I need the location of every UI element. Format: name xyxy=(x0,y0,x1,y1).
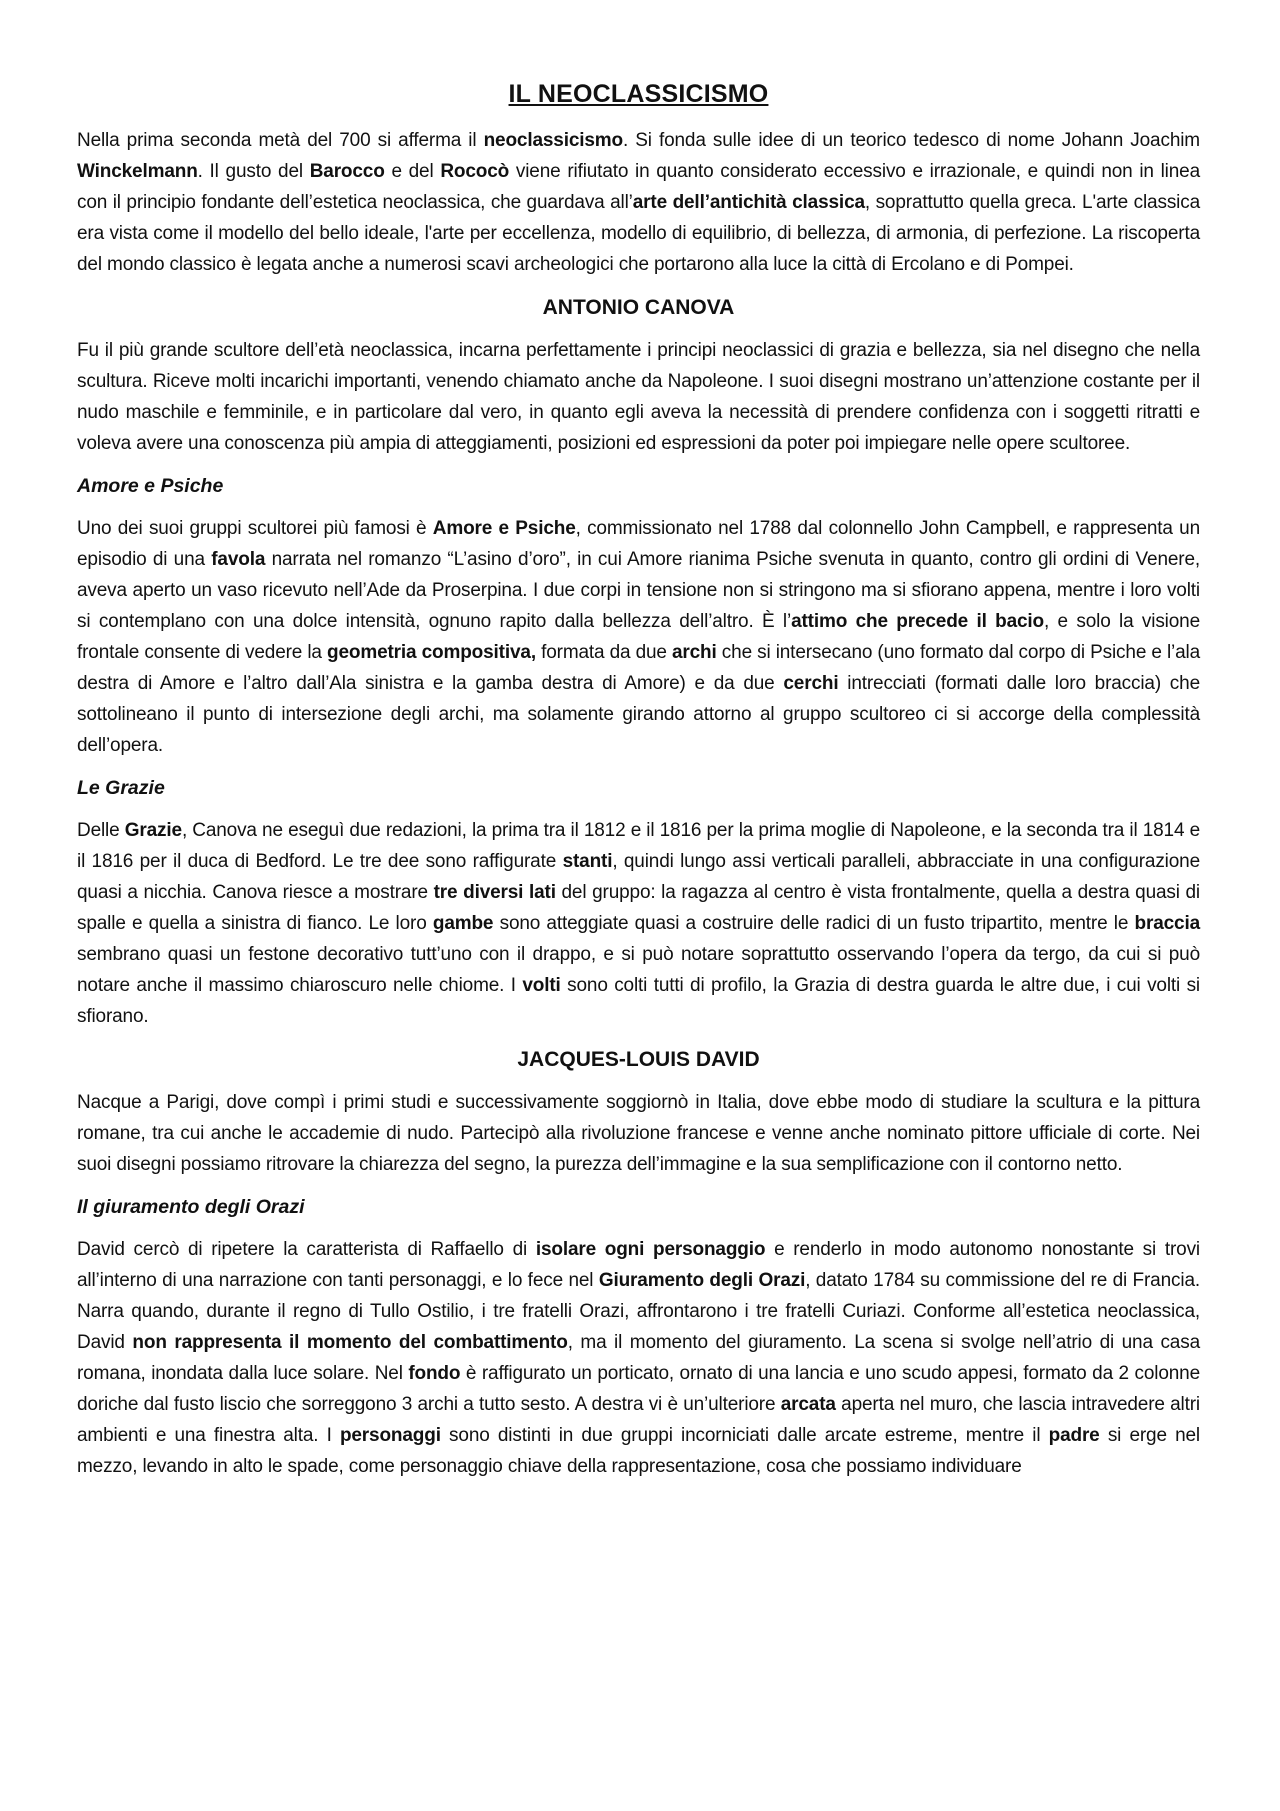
subheading-le-grazie: Le Grazie xyxy=(77,777,165,799)
bold-term: fondo xyxy=(408,1363,461,1384)
text-run: sono colti tutti di profilo, la Grazia di destra guarda le altre due, i cui volti si sfiorano. xyxy=(77,975,1201,1027)
text-run: sono distinti in due gruppi incorniciati dalle arcate estreme, mentre il xyxy=(440,1425,1049,1446)
text-run: , quindi lungo assi verticali paralleli, abbracciate in una configurazione quasi a nicchia. Canova riesce a mostrare xyxy=(77,851,1201,903)
text-run: intrecciati (formati dalle loro braccia) che sottolineano il punto di intersezione degli archi, ma solamente girando attorno al gruppo scultoreo ci si accorge della complessità dell’opera. xyxy=(77,673,1200,756)
subheading-amore-e-psiche: Amore e Psiche xyxy=(77,475,224,497)
le-grazie-paragraph xyxy=(77,815,1200,1032)
section-heading-canova: ANTONIO CANOVA xyxy=(542,296,735,319)
text-run: Nacque a Parigi, dove compì i primi studi e successivamente soggiornò in Italia, dove ebbe modo di studiare la scultura e la pittura romane, tra cui anche le accademie di nudo. Partecipò alla rivoluzione francese e venne anche nominato pittore ufficiale di corte. Nei suoi disegni possiamo ritrovare la chiarezza del segno, la purezza dell’immagine e la sua semplificazione con il contorno netto. xyxy=(77,1092,1200,1175)
bold-term: Rococò xyxy=(440,161,510,182)
text-run: è raffigurato un porticato, ornato di una lancia e uno scudo appesi, formato da 2 colonne doriche dal fusto liscio che sorreggono 3 archi a tutto sesto. A destra vi è un’ulteriore xyxy=(77,1363,1201,1415)
text-run: , Canova ne eseguì due redazioni, la prima tra il 1812 e il 1816 per la prima moglie di Napoleone, e la seconda tra il 1814 e il 1816 per il duca di Bedford. Le tre dee sono raffigurate xyxy=(77,820,1200,872)
bold-term: tre diversi lati xyxy=(433,882,556,903)
bold-term: Winckelmann xyxy=(77,161,198,182)
text-run: David cercò di ripetere la caratterista di Raffaello di xyxy=(77,1239,536,1260)
bold-term: non rappresenta il momento del combattimento xyxy=(132,1332,568,1353)
bold-term: padre xyxy=(1048,1425,1100,1446)
david-intro-paragraph xyxy=(77,1087,1200,1180)
bold-term: arte dell’antichità classica xyxy=(632,192,865,213)
bold-term: cerchi xyxy=(783,673,839,694)
text-run: narrata nel romanzo “L’asino d’oro”, in cui Amore rianima Psiche svenuta in quanto, contro gli ordini di Venere, aveva aperto un vaso ricevuto nell’Ade da Proserpina. I due corpi in tensione non si stringono ma si sfiorano appena, mentre i loro volti si contemplano con una dolce intensità, ognuno rapito dalla bellezza dell’altro. È l’ xyxy=(77,549,1200,632)
bold-term: stanti xyxy=(562,851,613,872)
text-run: . Il gusto del xyxy=(197,161,310,182)
text-run: che si intersecano (uno formato dal corpo di Psiche e l’ala destra di Amore e l’altro dall’Ala sinistra e la gamba destra di Amore) e da due xyxy=(77,642,1200,694)
text-run: , datato 1784 su commissione del re di Francia. Narra quando, durante il regno di Tullo Ostilio, i tre fratelli Orazi, affrontarono i tre fratelli Curiazi. Conforme all’estetica neoclassica, David xyxy=(77,1270,1200,1353)
bold-term: isolare ogni personaggio xyxy=(535,1239,766,1260)
text-run: aperta nel muro, che lascia intravedere altri ambienti e una finestra alta. I xyxy=(77,1394,1200,1446)
bold-term: Amore e Psiche xyxy=(432,518,576,539)
subheading-giuramento-orazi: Il giuramento degli Orazi xyxy=(77,1196,305,1218)
text-run: Uno dei suoi gruppi scultorei più famosi è xyxy=(77,518,433,539)
text-run: Delle xyxy=(77,820,125,841)
text-run: formata da due xyxy=(535,642,672,663)
text-run: del gruppo: la ragazza al centro è vista frontalmente, quella a destra quasi di spalle e quella a sinistra di fianco. Le loro xyxy=(77,882,1200,934)
bold-term: Grazie xyxy=(124,820,182,841)
text-run: , e solo la visione frontale consente di vedere la xyxy=(77,611,1200,663)
text-run: Nella prima seconda metà del 700 si afferma il xyxy=(77,130,484,151)
text-run: . Si fonda sulle idee di un teorico tedesco di nome Johann Joachim xyxy=(623,130,1200,151)
text-run: Fu il più grande scultore dell’età neoclassica, incarna perfettamente i principi neoclassici di grazia e bellezza, sia nel disegno che nella scultura. Riceve molti incarichi importanti, venendo chiamato anche da Napoleone. I suoi disegni mostrano un’attenzione costante per il nudo maschile e femminile, e in particolare dal vero, in quanto egli aveva la necessità di prendere confidenza con i soggetti ritratti e voleva avere una conoscenza più ampia di atteggiamenti, posizioni ed espressioni da poter poi impiegare nelle opere scultoree. xyxy=(77,340,1200,454)
bold-term: neoclassicismo xyxy=(483,130,623,151)
text-run: sono atteggiate quasi a costruire delle radici di un fusto tripartito, mentre le xyxy=(493,913,1135,934)
bold-term: braccia xyxy=(1134,913,1200,934)
bold-term: arcata xyxy=(780,1394,836,1415)
bold-term: attimo che precede il bacio xyxy=(791,611,1045,632)
bold-term: gambe xyxy=(432,913,494,934)
text-run: , soprattutto quella greca. L'arte classica era vista come il modello del bello ideale, l'arte per eccellenza, modello di equilibrio, di bellezza, di armonia, di perfezione. La riscoperta del mondo classico è legata anche a numerosi scavi archeologici che portarono alla luce la città di Ercolano e di Pompei. xyxy=(77,192,1201,275)
text-run: , ma il momento del giuramento. La scena si svolge nell’atrio di una casa romana, inondata dalla luce solare. Nel xyxy=(77,1332,1200,1384)
text-run: , commissionato nel 1788 dal colonnello John Campbell, e rappresenta un episodio di una xyxy=(77,518,1200,570)
giuramento-orazi-paragraph xyxy=(77,1234,1200,1482)
bold-term: Barocco xyxy=(309,161,385,182)
text-run: viene rifiutato in quanto considerato eccessivo e irrazionale, e quindi non in linea con il principio fondante dell’estetica neoclassica, che guardava all’ xyxy=(77,161,1200,213)
text-run: sembrano quasi un festone decorativo tutt’uno con il drappo, e si può notare soprattutto osservando l’opera da tergo, da cui si può notare anche il massimo chiaroscuro nelle chiome. I xyxy=(77,944,1200,996)
section-heading-david: JACQUES-LOUIS DAVID xyxy=(517,1048,760,1071)
bold-term: personaggi xyxy=(339,1425,441,1446)
text-run: si erge nel mezzo, levando in alto le spade, come personaggio chiave della rappresentazione, cosa che possiamo individuare xyxy=(77,1425,1200,1477)
canova-intro-paragraph xyxy=(77,335,1200,459)
bold-term: geometria compositiva, xyxy=(327,642,536,663)
text-run: e renderlo in modo autonomo nonostante si trovi all’interno di una narrazione con tanti personaggi, e lo fece nel xyxy=(77,1239,1200,1291)
text-run: e del xyxy=(384,161,441,182)
amore-e-psiche-paragraph xyxy=(77,513,1200,761)
bold-term: Giuramento degli Orazi xyxy=(598,1270,806,1291)
bold-term: volti xyxy=(522,975,561,996)
bold-term: archi xyxy=(671,642,717,663)
document-title: IL NEOCLASSICISMO xyxy=(508,80,769,108)
bold-term: favola xyxy=(211,549,266,570)
intro-paragraph xyxy=(77,125,1200,280)
